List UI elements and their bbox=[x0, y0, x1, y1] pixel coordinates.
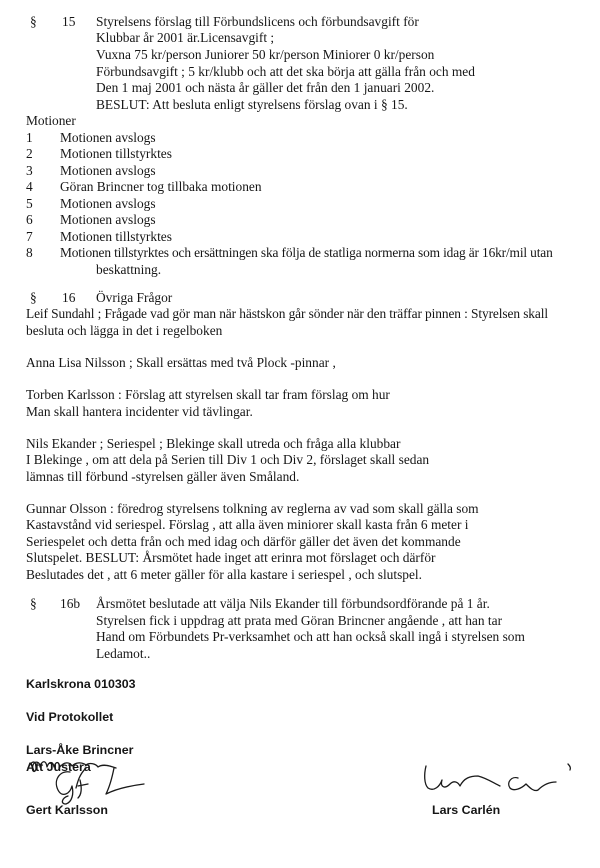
motion-text: Motionen tillstyrktes bbox=[60, 229, 172, 244]
motion-number: 5 bbox=[26, 196, 33, 211]
para15-number: 15 bbox=[62, 14, 76, 29]
adjuster1-name: Gert Karlsson bbox=[26, 803, 108, 817]
adjuster2-signature bbox=[418, 762, 578, 796]
question-line: I Blekinge , om att dela på Serien till Div 1 och Div 2, förslaget skall sedan bbox=[26, 452, 430, 467]
motion-text: Göran Brincner tog tillbaka motionen bbox=[60, 179, 262, 194]
question-line: Gunnar Olsson : föredrog styrelsens tolkning av reglerna av vad som skall gälla som bbox=[26, 501, 479, 516]
motion-number: 6 bbox=[26, 212, 33, 227]
question-line: Beslutades det , att 6 meter gäller för alla kastare i seriespel , och slutspel. bbox=[26, 567, 423, 582]
question-line: Slutspelet. BESLUT: Årsmötet hade inget att erinra mot förslaget och därför bbox=[26, 550, 436, 565]
secretary-name: Lars-Åke Brincner bbox=[26, 743, 134, 757]
para15-line: Förbundsavgift ; 5 kr/klubb och att det ska börja att gälla från och med bbox=[96, 64, 475, 79]
para16b-line: Styrelsen fick i uppdrag att prata med Göran Brincner angående , att han tar bbox=[96, 613, 503, 628]
question-line: besluta och lägga in det i regelboken bbox=[26, 323, 223, 338]
adjust-label: Att Justera bbox=[26, 760, 91, 774]
para15-decision: BESLUT: Att besluta enligt styrelsens förslag ovan i § 15. bbox=[96, 97, 408, 112]
para16-title: Övriga Frågor bbox=[96, 290, 173, 305]
motion-number: 8 bbox=[26, 245, 33, 260]
motion-text: Motionen tillstyrktes och ersättningen ska följa de statliga normerna som idag är 16kr/mil utan bbox=[60, 245, 553, 260]
motion-text: Motionen avslogs bbox=[60, 196, 156, 211]
motion-number: 1 bbox=[26, 130, 33, 145]
para16b-line: Ledamot.. bbox=[96, 646, 151, 661]
motion-number: 2 bbox=[26, 146, 33, 161]
adjuster2-name: Lars Carlén bbox=[432, 803, 501, 817]
place-date: Karlskrona 010303 bbox=[26, 677, 136, 691]
question-line: Man skall hantera incidenter vid tävlingar. bbox=[26, 404, 253, 419]
para15-line: Klubbar år 2001 är.Licensavgift ; bbox=[96, 30, 275, 45]
question-line: lämnas till förbund -styrelsen gäller även Småland. bbox=[26, 469, 300, 484]
para15-symbol: § bbox=[30, 14, 37, 29]
para16b-number: 16b bbox=[60, 596, 81, 611]
protocol-label: Vid Protokollet bbox=[26, 710, 114, 724]
question-line: Kastavstånd vid seriespel. Förslag , att alla även miniorer skall kasta från 6 meter i bbox=[26, 517, 469, 532]
para15-line: Vuxna 75 kr/person Juniorer 50 kr/person Miniorer 0 kr/person bbox=[96, 47, 435, 62]
adjuster1-signature bbox=[44, 764, 164, 806]
motion-text: Motionen avslogs bbox=[60, 212, 156, 227]
motion-number: 4 bbox=[26, 179, 33, 194]
para16-number: 16 bbox=[62, 290, 76, 305]
question-line: Leif Sundahl ; Frågade vad gör man när hästskon går sönder när den träffar pinnen : Styrelsen skall bbox=[26, 306, 548, 321]
question-line: Torben Karlsson : Förslag att styrelsen skall tar fram förslag om hur bbox=[26, 387, 390, 402]
motions-heading: Motioner bbox=[26, 113, 76, 128]
motion-number: 7 bbox=[26, 229, 33, 244]
motion-text: Motionen avslogs bbox=[60, 163, 156, 178]
para16b-line: Hand om Förbundets Pr-verksamhet och att han också skall ingå i styrelsen som bbox=[96, 629, 525, 644]
question-line: Nils Ekander ; Seriespel ; Blekinge skall utreda och fråga alla klubbar bbox=[26, 436, 401, 451]
para16-symbol: § bbox=[30, 290, 37, 305]
para15-line: Styrelsens förslag till Förbundslicens och förbundsavgift för bbox=[96, 14, 419, 29]
motion-number: 3 bbox=[26, 163, 33, 178]
para16b-symbol: § bbox=[30, 596, 37, 611]
para15-line: Den 1 maj 2001 och nästa år gäller det från den 1 januari 2002. bbox=[96, 80, 435, 95]
motion-text: Motionen tillstyrktes bbox=[60, 146, 172, 161]
para16b-line: Årsmötet beslutade att välja Nils Ekander till förbundsordförande på 1 år. bbox=[96, 596, 490, 611]
question-line: Anna Lisa Nilsson ; Skall ersättas med två Plock -pinnar , bbox=[26, 355, 336, 370]
motion-text: Motionen avslogs bbox=[60, 130, 156, 145]
question-line: Seriespelet och detta från och med idag och därför gäller det även det kommande bbox=[26, 534, 461, 549]
motion-text-continued: beskattning. bbox=[96, 262, 162, 277]
